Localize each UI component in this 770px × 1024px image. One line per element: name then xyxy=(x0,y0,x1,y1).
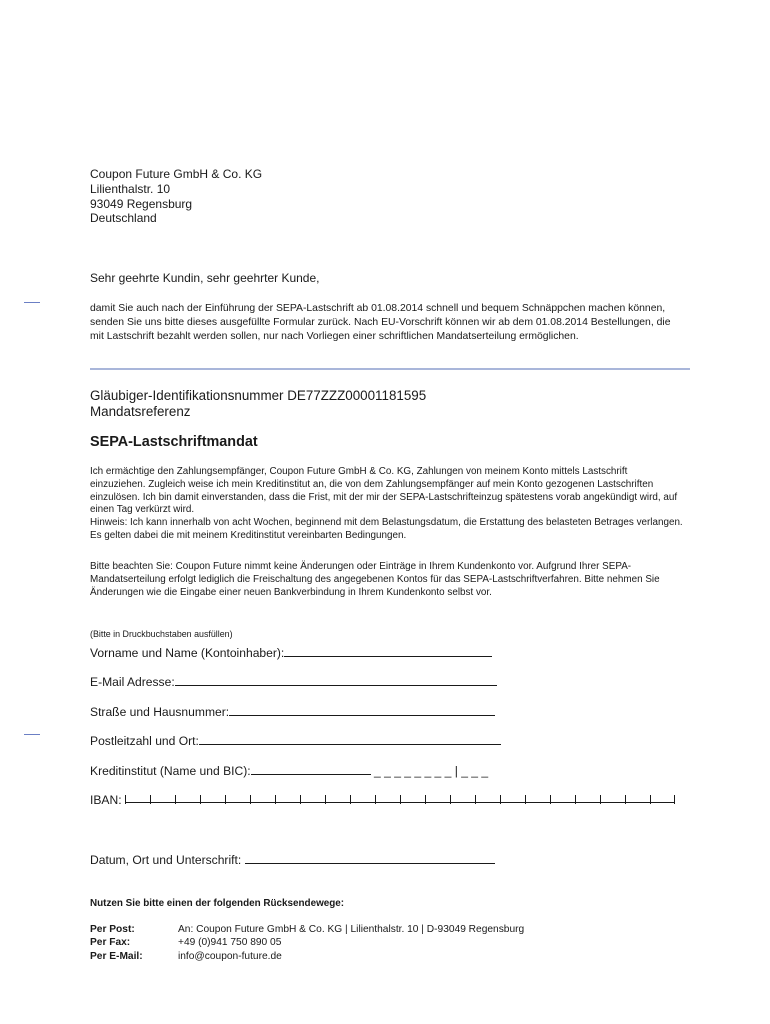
iban-boxes[interactable] xyxy=(125,793,675,803)
email-field-label: E-Mail Adresse: xyxy=(90,675,175,689)
zip-city-field[interactable] xyxy=(90,733,501,748)
iban-box[interactable] xyxy=(500,795,525,804)
notice-paragraph: Bitte beachten Sie: Coupon Future nimmt keine Änderungen oder Einträge in Ihrem Kundenkonto vor. Aufgrund Ihrer SEPA-Mandatserteilung erfolgt lediglich die Freischaltung des angegebenen Kontos für das SEPA-Lastschriftverfahren. Bitte nehmen Sie Änderungen wie die Eingabe einer neuen Bankverbindung in Ihrem Kundenkonto selbst vor. xyxy=(90,561,660,598)
authorization-text xyxy=(90,466,685,543)
iban-field[interactable] xyxy=(90,793,675,807)
name-field-label: Vorname und Name (Kontoinhaber): xyxy=(90,646,285,660)
address-company: Coupon Future GmbH & Co. KG xyxy=(90,167,263,181)
mandate-reference: Mandatsreferenz xyxy=(90,403,191,419)
iban-box[interactable] xyxy=(250,795,275,804)
salutation: Sehr geehrte Kundin, sehr geehrter Kunde, xyxy=(90,271,320,285)
email-field[interactable] xyxy=(90,674,497,689)
iban-box[interactable] xyxy=(450,795,475,804)
street-field[interactable] xyxy=(90,704,495,719)
signature-field-line[interactable] xyxy=(245,852,495,864)
iban-box[interactable] xyxy=(175,795,200,804)
return-post-label: Per Post: xyxy=(90,924,135,935)
iban-box[interactable] xyxy=(650,795,675,804)
fill-hint: (Bitte in Druckbuchstaben ausfüllen) xyxy=(90,629,233,639)
address-city: 93049 Regensburg xyxy=(90,196,193,211)
iban-box[interactable] xyxy=(325,795,350,804)
iban-box[interactable] xyxy=(400,795,425,804)
bank-field[interactable] xyxy=(90,763,488,778)
iban-box[interactable] xyxy=(525,795,550,804)
iban-box[interactable] xyxy=(200,795,225,804)
street-field-label: Straße und Hausnummer: xyxy=(90,705,230,719)
iban-box[interactable] xyxy=(225,795,250,804)
street-field-line[interactable] xyxy=(229,704,495,716)
iban-box[interactable] xyxy=(150,795,175,804)
iban-box[interactable] xyxy=(475,795,500,804)
bank-field-bic: _ _ _ _ _ _ _ _ | _ _ _ xyxy=(374,764,489,778)
iban-box[interactable] xyxy=(375,795,400,804)
page-title: SEPA-Lastschriftmandat xyxy=(90,434,258,450)
iban-box[interactable] xyxy=(125,795,150,804)
iban-box[interactable] xyxy=(550,795,575,804)
signature-field[interactable] xyxy=(90,852,495,867)
margin-mark xyxy=(24,734,40,735)
iban-box[interactable] xyxy=(300,795,325,804)
return-post-value: An: Coupon Future GmbH & Co. KG | Lilienthalstr. 10 | D-93049 Regensburg xyxy=(178,924,525,935)
signature-field-label: Datum, Ort und Unterschrift: xyxy=(90,853,242,867)
recipient-address xyxy=(90,167,262,226)
iban-box[interactable] xyxy=(625,795,650,804)
zip-city-field-label: Postleitzahl und Ort: xyxy=(90,734,199,748)
return-email-row xyxy=(90,951,282,962)
divider-rule xyxy=(90,368,690,370)
creditor-block xyxy=(90,388,426,419)
iban-field-label: IBAN: xyxy=(90,793,122,807)
return-post-row xyxy=(90,924,524,935)
iban-box[interactable] xyxy=(600,795,625,804)
name-field[interactable] xyxy=(90,645,492,660)
margin-mark xyxy=(24,302,40,303)
return-fax-row xyxy=(90,937,281,948)
return-email-label: Per E-Mail: xyxy=(90,951,143,962)
address-country: Deutschland xyxy=(90,211,157,226)
address-street: Lilienthalstr. 10 xyxy=(90,181,171,196)
name-field-line[interactable] xyxy=(284,645,492,657)
iban-box[interactable] xyxy=(275,795,300,804)
email-field-line[interactable] xyxy=(175,674,497,686)
bank-field-label: Kreditinstitut (Name und BIC): xyxy=(90,764,251,778)
authorization-paragraph: Ich ermächtige den Zahlungsempfänger, Coupon Future GmbH & Co. KG, Zahlungen von meinem Konto mittels Lastschrift einzuziehen. Zugleich weise ich mein Kreditinstitut an, die von dem Zahlungsempfänger auf mein Konto gezogenen Lastschriften einzulösen. Ich bin damit einverstanden, dass die Frist, mit der mir der SEPA-Lastschrifteinzug spätestens vorab angekündigt wird, auf einen Tag verkürzt wird. xyxy=(90,466,678,516)
bank-field-line[interactable] xyxy=(251,763,371,775)
iban-box[interactable] xyxy=(425,795,450,804)
zip-city-field-line[interactable] xyxy=(199,733,501,745)
note-paragraph: Hinweis: Ich kann innerhalb von acht Wochen, beginnend mit dem Belastungsdatum, die Erstattung des belasteten Betrages verlangen. Es gelten dabei die mit meinem Kreditinstitut vereinbarten Bedingungen. xyxy=(90,517,683,541)
iban-box[interactable] xyxy=(575,795,600,804)
return-fax-value: +49 (0)941 750 890 05 xyxy=(178,937,282,948)
return-heading: Nutzen Sie bitte einen der folgenden Rücksendewege: xyxy=(90,898,345,909)
creditor-id: Gläubiger-Identifikationsnummer DE77ZZZ00001181595 xyxy=(90,388,427,403)
return-email-value[interactable]: info@coupon-future.de xyxy=(178,951,282,962)
intro-paragraph: damit Sie auch nach der Einführung der SEPA-Lastschrift ab 01.08.2014 schnell und bequem Schnäppchen machen können, senden Sie uns bitte dieses ausgefüllte Formular zurück. Nach EU-Vorschrift können wir ab dem 01.08.2014 Bestellungen, die mit Lastschrift bezahlt werden sollen, nur nach Vorliegen einer schriftlichen Mandatserteilung ermöglichen. xyxy=(90,303,671,343)
iban-box[interactable] xyxy=(350,795,375,804)
return-fax-label: Per Fax: xyxy=(90,937,131,948)
